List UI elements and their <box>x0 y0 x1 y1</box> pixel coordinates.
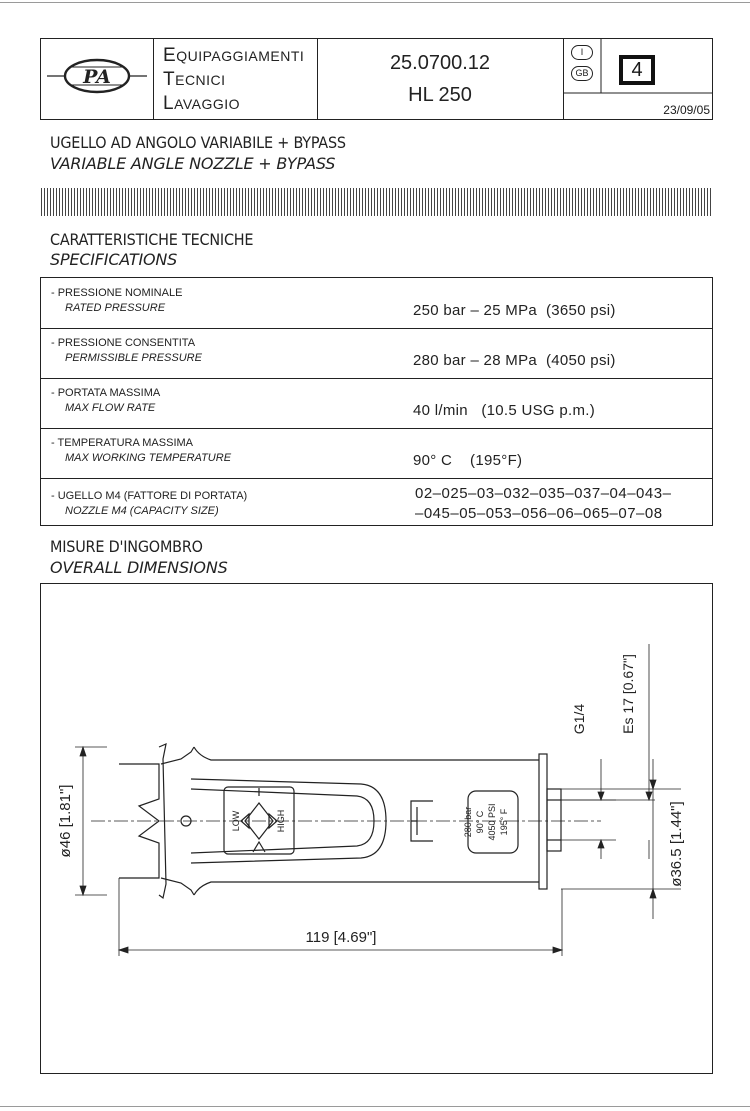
control-low-label: LOW <box>231 810 241 832</box>
title-it: UGELLO AD ANGOLO VARIABILE + BYPASS <box>50 133 346 152</box>
spec-label-en: MAX FLOW RATE <box>65 402 156 414</box>
page-edge-top <box>0 2 750 3</box>
lang-gb-badge: GB <box>571 66 593 81</box>
spec-row <box>41 278 712 329</box>
specs-title-it: CARATTERISTICHE TECNICHE <box>50 230 254 249</box>
pa-logo <box>41 39 153 119</box>
product-model: HL 250 <box>408 84 472 106</box>
spec-value: 40 l/min (10.5 USG p.m.) <box>413 402 596 419</box>
spec-label-en: MAX WORKING TEMPERATURE <box>65 452 232 464</box>
specifications-table <box>40 277 713 526</box>
dim-wrench-size: Es 17 [0.67"] <box>620 654 636 734</box>
title-en: VARIABLE ANGLE NOZZLE + BYPASS <box>50 154 336 173</box>
spec-value: 280 bar – 28 MPa (4050 psi) <box>413 352 616 369</box>
hatch-band <box>41 188 711 216</box>
dims-title-it: MISURE D'INGOMBRO <box>50 537 203 556</box>
code-cell <box>317 39 564 119</box>
spec-row <box>41 478 712 525</box>
spec-label-en: PERMISSIBLE PRESSURE <box>65 352 202 364</box>
label-temp-f: 195° F <box>499 808 509 836</box>
spec-row <box>41 378 712 429</box>
company-line-2: TECNICI <box>163 69 226 90</box>
spec-label-en: NOZZLE M4 (CAPACITY SIZE) <box>65 505 219 517</box>
spec-label-it: - UGELLO M4 (FATTORE DI PORTATA) <box>51 490 248 502</box>
specs-title-en: SPECIFICATIONS <box>50 250 178 269</box>
page-cell <box>563 39 712 119</box>
spec-value: 90° C (195°F) <box>413 452 523 469</box>
page-number: 4 <box>619 55 655 85</box>
lang-it-badge: I <box>571 45 593 60</box>
drawing-frame <box>40 583 713 1074</box>
spec-row <box>41 428 712 479</box>
dim-thread: G1/4 <box>571 703 587 735</box>
spec-value: 250 bar – 25 MPa (3650 psi) <box>413 302 616 319</box>
spec-value-line2: –045–05–053–056–06–065–07–08 <box>415 505 663 522</box>
spec-value-line1: 02–025–03–032–035–037–04–043– <box>415 485 672 502</box>
logo-cell <box>41 39 154 119</box>
title-block <box>40 38 713 120</box>
spec-row <box>41 328 712 379</box>
company-line-3: LAVAGGIO <box>163 93 241 114</box>
dim-body-diameter: ø36.5 [1.44"] <box>668 801 685 887</box>
label-psi: 4050 PSI <box>487 803 497 841</box>
dim-diameter-46: ø46 [1.81"] <box>57 784 74 858</box>
label-pressure: 280 bar <box>463 806 473 838</box>
product-code: 25.0700.12 <box>389 52 491 74</box>
dim-length-119: 119 [4.69"] <box>305 929 377 946</box>
spec-label-it: - PRESSIONE CONSENTITA <box>51 337 196 349</box>
logo-text: PA <box>83 66 111 88</box>
spec-label-it: - PORTATA MASSIMA <box>51 387 161 399</box>
control-high-label: HIGH <box>276 809 286 833</box>
revision-date: 23/09/05 <box>663 103 710 117</box>
nozzle-drawing <box>41 584 712 1073</box>
spec-label-en: RATED PRESSURE <box>65 302 166 314</box>
spec-label-it: - TEMPERATURA MASSIMA <box>51 437 194 449</box>
company-line-1: EQUIPAGGIAMENTI <box>163 45 305 66</box>
label-temp-c: 90° C <box>475 810 485 834</box>
dims-title-en: OVERALL DIMENSIONS <box>50 558 228 577</box>
company-cell <box>153 39 318 119</box>
spec-label-it: - PRESSIONE NOMINALE <box>51 287 183 299</box>
page-edge-bottom <box>0 1106 750 1107</box>
